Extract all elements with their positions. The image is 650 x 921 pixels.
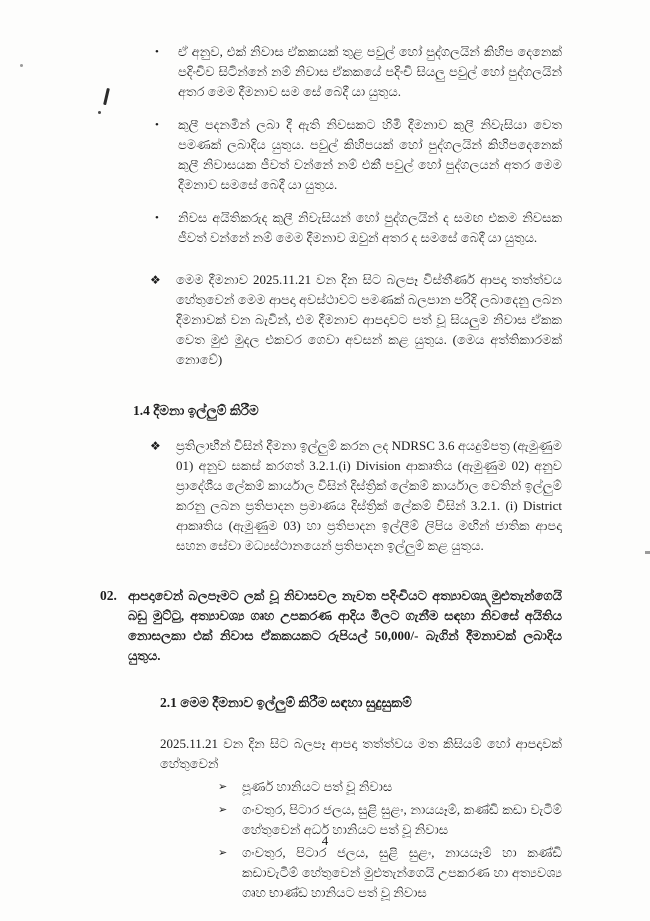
damage-type-text: ගංවතුර, පිටාර ජලය, සුළි සුළං, නායයෑම්, කණ්ඩි කඩා වැටීම් හේතුවෙන් අර්ධ හානියට පත් වූ නිවාස [242, 802, 562, 837]
allowance-note [100, 270, 562, 370]
scan-speck [645, 551, 650, 554]
arrow-bullet-icon: ➢ [218, 847, 228, 859]
section-heading-1-4: 1.4 දීමනා ඉල්ලුම් කිරීම [133, 403, 259, 418]
list-item [155, 42, 562, 102]
damage-type-text: පූර්ණ හානියට පත් වූ නිවාස [242, 779, 393, 794]
bullet-icon: • [155, 212, 159, 224]
scan-speck [20, 64, 23, 67]
list-item [155, 208, 562, 248]
list-item [155, 115, 562, 195]
application-note-text: ප්‍රතිලාභීන් විසින් දීමනා ඉල්ලුම් කරන ලද NDRSC 3.6 අයදුම්පත්‍ර (ඇමුණුම 01) අනුව සකස් කරගත් 3.2.1.(i) Division ආකෘතිය (ඇමුණුම 02) අනුව ප්‍රාදේශීය ලේකම් කාර්යාල විසින් දිස්ත්‍රික් ලේකම් කාර්යාල වෙතින් ඉල්ලුම් කරනු ලබන ප්‍රතිපාදන ප්‍රමාණය දිස්ත්‍රික් ලේකම් විසින් 3.2.1. (i) District ආකෘතිය (ඇමුණුම 03) හා ප්‍රතිපාදන ඉල්ලීම් ලිපිය මඟින් ජාතික ආපදා සහන සේවා මධ්‍යස්ථානයෙන් ප්‍රතිපාදන ඉල්ලුම් කළ යුතුය. [176, 438, 562, 553]
allowance-note-text: මෙම දීමනාව 2025.11.21 වන දින සිට බලපෑ විස්තීර්ණ ආපදා තත්ත්වය හේතුවෙන් මෙම ආපදා අවස්ථාවට පමණක් බලපාන පරිදි ලබාදෙනු ලබන දීමනාවක් වන බැවින්, එම දීමනාව ආපදාවට පත් වූ සියලුම නිවාස ඒකක වෙත මුළු මුදල එකවර ගෙවා අවසන් කළ යුතුය. (මෙය අත්තිකාරමක් නොවේ) [176, 272, 562, 367]
bullet-list [100, 36, 562, 248]
bullet-icon: • [155, 119, 159, 131]
application-note [100, 436, 562, 556]
eligibility-intro: 2025.11.21 වන දින සිට බලපෑ ආපදා තත්ත්වය මත කිසියම් හෝ ආපදාවක් හේතුවෙන් [160, 736, 562, 771]
arrow-bullet-icon: ➢ [218, 804, 228, 816]
diamond-bullet-icon: ❖ [150, 273, 161, 287]
bullet-text: ඒ අනුව, එක් නිවාස ඒකකයක් තුළ පවුල් හෝ පුද්ගලයින් කිහිප දෙනෙක් පදිංචිව සිටින්නේ නම් නිවාස ඒකකයේ පදිංචි සියලු පවුල් හෝ පුද්ගලයින් අතර මෙම දීමනාව සම සේ බෙදී යා යුතුය. [178, 44, 562, 99]
bullet-text: කුලී පදනමින් ලබා දී ඇති නිවසකට හිමි දීමනාව කුලී නිවැසියා වෙත පමණක් ලබාදිය යුතුය. පවුල් කිහිපයක් හෝ පුද්ගලයින් කිහිපදෙනෙක් කුලී නිවාසයක ජීවත් වන්නේ නම් එකී පවුල් හෝ පුද්ගලයන් අතර මෙම දීමනාව සමසේ බෙදී යා යුතුය. [178, 117, 562, 192]
section-02-text: ආපදාවෙන් බලපෑමට ලක් වූ නිවාසවල නැවත පදිංචියට අත්‍යාවශ්‍ය මුළුතැන්ගෙයි බඩු මුට්ටු, අත්‍යාවශ්‍ය ගෘහ උපකරණ ආදිය මිලට ගැනීම සඳහා නිවසේ අයිතිය නොසලකා එක් නිවාස ඒකකයකට රුපියල් 50,000/- බැගින් දීමනාවක් ලබාදිය යුතුය. [128, 588, 562, 663]
page-content [100, 36, 562, 906]
bullet-icon: • [155, 46, 159, 58]
section-02 [100, 586, 562, 666]
damage-type-text: ගංවතුර, පිටාර ජලය, සුළි සුළං, නායයෑම් හා කණ්ඩි කඩාවැටීම් හේතුවෙන් මුළුතැන්ගෙයි උපකරණ හා අත්‍යවශ්‍ය ගෘහ භාණ්ඩ හානියට පත් වූ නිවාස [242, 845, 562, 900]
diamond-bullet-icon: ❖ [150, 439, 161, 453]
arrow-bullet-icon: ➢ [218, 781, 228, 793]
bullet-text: නිවස අයිතිකරුද කුලී නිවැසියන් හෝ පුද්ගලයින් ද සමඟ එකම නිවසක ජීවත් වන්නේ නම් මෙම දීමනාව ඔවුන් අතර ද සමසේ බෙදී යා යුතුය. [178, 210, 562, 245]
section-heading-2-1: 2.1 මෙම දීමනාව ඉල්ලුම් කිරීම සඳහා සුදුසුකම් [160, 695, 412, 710]
list-item [218, 777, 562, 797]
list-item [218, 843, 562, 903]
page-number: 4 [321, 833, 329, 848]
section-02-number: 02. [100, 588, 117, 603]
